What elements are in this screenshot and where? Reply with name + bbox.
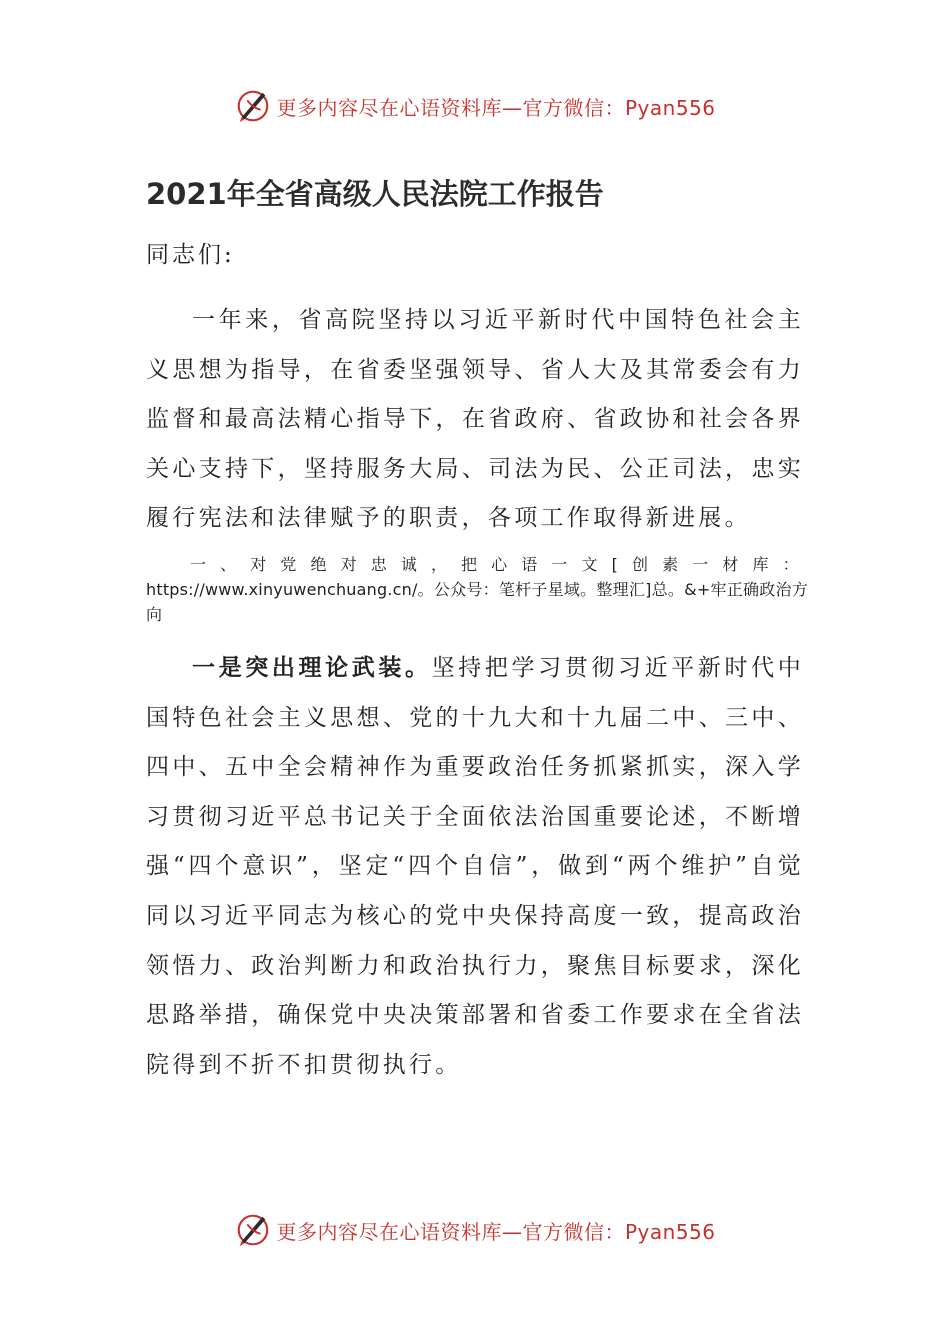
header-banner: [0, 84, 950, 128]
banner-text: 更多内容尽在心语资料库—官方微信：Pyan556: [276, 95, 716, 120]
pen-logo-icon: [234, 87, 272, 125]
pen-logo-icon: [234, 1211, 272, 1249]
section-heading-part-a: 一、对党绝对忠诚，把心语一文[创素一材库：: [190, 555, 808, 574]
wechat-id: Pyan556: [624, 95, 716, 120]
wechat-id: Pyan556: [624, 1219, 716, 1244]
section-heading: [146, 552, 808, 627]
banner-text: 更多内容尽在心语资料库—官方微信：Pyan556: [276, 1219, 716, 1244]
paragraph-body: 坚持把学习贯彻习近平新时代中国特色社会主义思想、党的十九大和十九届二中、三中、四中、五中全会精神作为重要政治任务抓紧抓实，深入学习贯彻习近平总书记关于全面依法治国重要论述，不断增强“四个意识”，坚定“四个自信”，做到“两个维护”自觉同以习近平同志为核心的党中央保持高度一致，提高政治领悟力、政治判断力和政治执行力，聚焦目标要求，深化思路举措，确保党中央决策部署和省委工作要求在全省法院得到不折不扣贯彻执行。: [146, 655, 805, 1078]
paragraph-theory: [146, 643, 804, 1090]
section-heading-part-b: https://www.xinyuwenchuang.cn/。公众号：笔杆子星域。整理汇]总。&+牢正确政治方向: [146, 580, 808, 624]
paragraph-intro: 一年来，省高院坚持以习近平新时代中国特色社会主义思想为指导，在省委坚强领导、省人大及其常委会有力监督和最高法精心指导下，在省政府、省政协和社会各界关心支持下，坚持服务大局、司法为民、公正司法，忠实履行宪法和法律赋予的职责，各项工作取得新进展。: [146, 307, 804, 532]
document-title: 2021年全省高级人民法院工作报告: [146, 177, 604, 211]
footer-banner: [0, 1208, 950, 1252]
paragraph-lead: 一是突出理论武装。: [192, 654, 432, 681]
salutation: 同志们:: [146, 242, 235, 268]
